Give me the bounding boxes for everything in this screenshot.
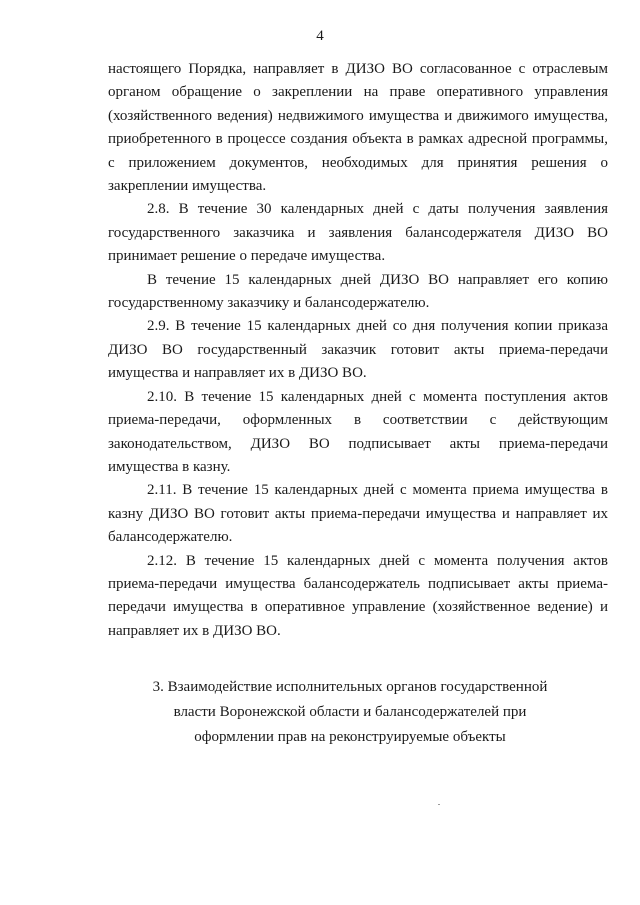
- text-line: 2.12. В течение 15 календарных дней с момента получения актов: [147, 552, 608, 569]
- paragraph-2-9: [108, 315, 608, 385]
- text-line: приема-передачи имущества балансодержатель подписывает акты приема-: [108, 575, 608, 592]
- paragraph-2-11: [108, 479, 608, 549]
- heading-line: 3. Взаимодействие исполнительных органов государственной: [152, 679, 548, 695]
- paragraph-2-12: [108, 550, 608, 644]
- text-line: приобретенного в процессе создания объекта в рамках адресной программы,: [108, 131, 608, 148]
- paragraph-2-10: [108, 386, 608, 480]
- text-line: 2.11. В течение 15 календарных дней с момента приема имущества в: [147, 482, 608, 499]
- text-line: государственному заказчику и балансодержателю.: [108, 295, 430, 312]
- text-line: с приложением документов, необходимых для принятия решения о: [108, 154, 608, 171]
- text-line: имущества и направляет их в ДИЗО ВО.: [108, 365, 367, 382]
- text-line: 2.9. В течение 15 календарных дней со дня получения копии приказа: [147, 318, 608, 335]
- heading-line: власти Воронежской области и балансодержателей при: [173, 704, 527, 720]
- paragraph-continuation: [108, 58, 608, 198]
- text-line: принимает решение о передаче имущества.: [108, 248, 386, 265]
- text-line: направляет их в ДИЗО ВО.: [108, 622, 281, 639]
- text-line: законодательством, ДИЗО ВО подписывает акты приема-передачи: [108, 435, 608, 452]
- text-line: настоящего Порядка, направляет в ДИЗО ВО согласованное с отраслевым: [108, 61, 608, 77]
- text-line: 2.8. В течение 30 календарных дней с даты получения заявления: [147, 201, 608, 218]
- section-heading: [100, 675, 600, 750]
- text-line: балансодержателю.: [108, 529, 233, 546]
- text-line: (хозяйственного ведения) недвижимого имущества и движимого имущества,: [108, 107, 608, 124]
- text-line: имущества в казну.: [108, 458, 231, 475]
- scan-speck: [438, 804, 440, 805]
- text-line: передачи имущества в оперативное управление (хозяйственное ведение) и: [108, 599, 608, 616]
- page-number: 4: [316, 28, 324, 44]
- text-line: закреплении имущества.: [108, 178, 267, 195]
- text-line: государственного заказчика и заявления балансодержателя ДИЗО ВО: [108, 224, 608, 241]
- text-line: 2.10. В течение 15 календарных дней с момента поступления актов: [147, 388, 608, 405]
- text-line: казну ДИЗО ВО готовит акты приема-передачи имущества и направляет их: [108, 505, 608, 522]
- body-text: [108, 58, 608, 643]
- heading-line: оформлении прав на реконструируемые объекты: [194, 729, 506, 745]
- text-line: органом обращение о закреплении на праве оперативного управления: [108, 84, 608, 101]
- text-line: приема-передачи, оформленных в соответствии с действующим: [108, 412, 608, 429]
- text-line: ДИЗО ВО государственный заказчик готовит акты приема-передачи: [108, 341, 608, 358]
- paragraph-2-8: [108, 198, 608, 268]
- paragraph-copy: [108, 269, 608, 316]
- text-line: В течение 15 календарных дней ДИЗО ВО направляет его копию: [147, 271, 608, 288]
